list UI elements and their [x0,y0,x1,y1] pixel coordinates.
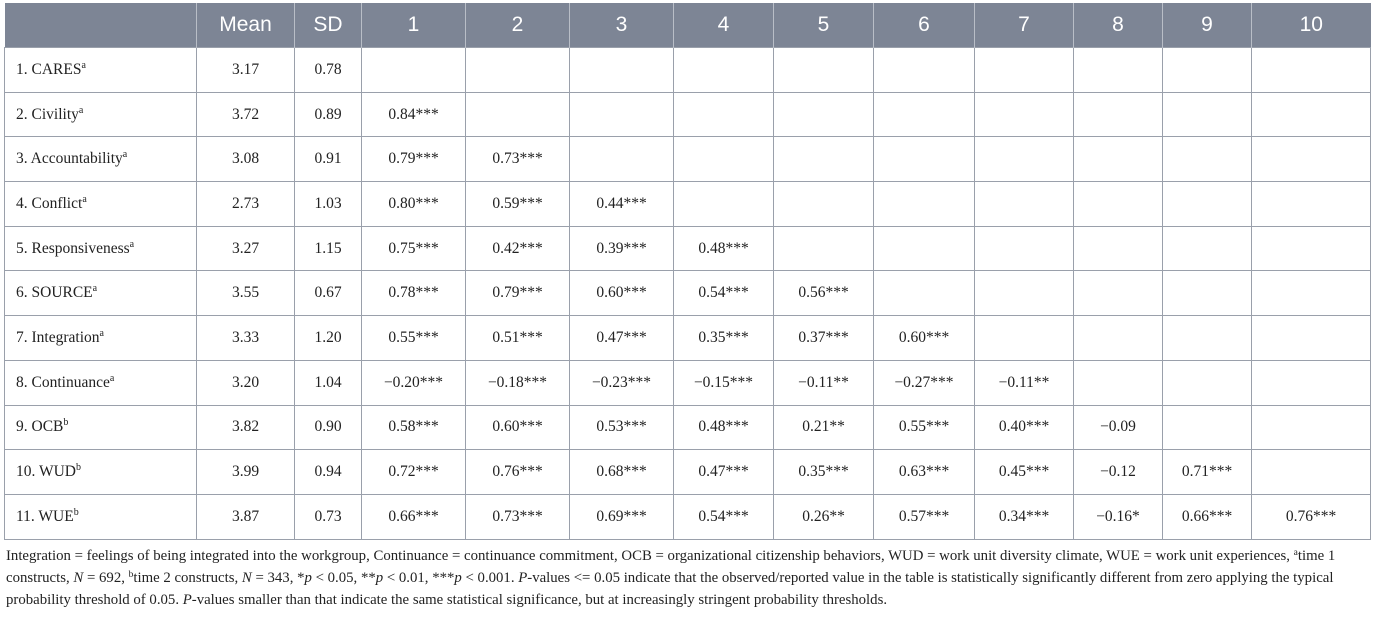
variable-name: 7. Integration [16,328,100,346]
correlation-cell: 0.60*** [466,405,570,450]
header-cell: 8 [1074,3,1163,48]
footnote-p2: p [375,569,384,586]
footnote-p1-value: < 0.05, ** [311,569,376,586]
correlation-cell: 0.79*** [362,137,466,182]
footnote-n2-label: N [241,569,252,586]
correlation-cell: 0.53*** [570,405,674,450]
header-cell: 6 [874,3,975,48]
correlation-cell: 0.60*** [570,271,674,316]
variable-time-marker: b [76,462,81,474]
correlation-cell [674,48,774,93]
correlation-cell: 0.44*** [570,182,674,227]
variable-time-marker: a [109,372,115,384]
correlation-cell: −0.15*** [674,360,774,405]
correlation-cell: −0.09 [1074,405,1163,450]
mean-cell: 3.33 [197,316,295,361]
sd-cell: 0.73 [295,494,362,539]
mean-cell: 3.17 [197,48,295,93]
correlation-cell [570,48,674,93]
footnote-time1: time 1 constructs, [6,547,1336,586]
correlation-cell: 0.35*** [674,316,774,361]
correlation-cell: 0.48*** [674,405,774,450]
header-cell: 4 [674,3,774,48]
correlation-cell [1074,226,1163,271]
correlation-cell: 0.40*** [975,405,1074,450]
correlation-cell: 0.60*** [874,316,975,361]
correlation-cell: −0.12 [1074,450,1163,495]
correlation-cell [1252,226,1371,271]
footnote-n1-label: N [73,569,84,586]
correlation-cell [874,92,975,137]
correlation-cell [774,48,874,93]
correlation-cell: 0.84*** [362,92,466,137]
correlation-cell [874,48,975,93]
correlation-cell: 0.75*** [362,226,466,271]
correlation-cell [1163,137,1252,182]
variable-name: 8. Continuance [16,373,110,391]
footnote-abbreviations: Integration = feelings of being integrated into the workgroup, Continuance = continuance commitment, OCB = organizational citizenship behaviors, WUD = work unit diversity climate, WUE = work unit experiences, [6,547,1294,564]
correlation-cell: −0.16* [1074,494,1163,539]
correlation-cell: 0.26** [774,494,874,539]
correlation-cell: 0.55*** [874,405,975,450]
table-row [5,182,1371,227]
correlation-cell [674,137,774,182]
correlation-table-container [4,3,1370,611]
correlation-cell [874,226,975,271]
row-label-cell [5,48,197,93]
correlation-cell: −0.23*** [570,360,674,405]
correlation-cell [1252,271,1371,316]
correlation-cell [774,92,874,137]
correlation-cell [1252,450,1371,495]
table-row [5,405,1371,450]
correlation-cell [774,182,874,227]
correlation-cell [1252,360,1371,405]
header-cell: 9 [1163,3,1252,48]
mean-cell: 3.82 [197,405,295,450]
row-label-cell [5,226,197,271]
row-label-cell [5,182,197,227]
variable-time-marker: a [78,104,84,116]
correlation-cell: 0.73*** [466,494,570,539]
sd-cell: 1.15 [295,226,362,271]
correlation-cell: 0.35*** [774,450,874,495]
correlation-cell: 0.76*** [1252,494,1371,539]
variable-time-marker: a [81,59,86,71]
variable-name: 11. WUE [16,507,74,525]
correlation-cell [1252,137,1371,182]
variable-time-marker: a [129,238,135,250]
sd-cell: 0.67 [295,271,362,316]
correlation-cell [1252,316,1371,361]
table-row [5,48,1371,93]
correlation-cell [1163,182,1252,227]
sd-cell: 0.91 [295,137,362,182]
correlation-cell: 0.37*** [774,316,874,361]
header-cell: 1 [362,3,466,48]
mean-cell: 3.72 [197,92,295,137]
correlation-table [4,3,1371,540]
correlation-cell: 0.73*** [466,137,570,182]
footnote-n1-value: = 692, [83,569,129,586]
variable-name: 3. Accountability [16,150,123,168]
mean-cell: 3.99 [197,450,295,495]
correlation-cell: 0.45*** [975,450,1074,495]
mean-cell: 2.73 [197,182,295,227]
correlation-cell: 0.59*** [466,182,570,227]
correlation-cell [1074,48,1163,93]
footnote-p3: p [454,569,462,586]
table-row [5,92,1371,137]
row-label-cell [5,360,197,405]
correlation-cell [774,137,874,182]
correlation-cell: 0.78*** [362,271,466,316]
correlation-cell [1252,182,1371,227]
table-footnote [4,545,1370,611]
variable-name: 10. WUD [16,463,76,481]
correlation-cell [774,226,874,271]
correlation-cell [570,92,674,137]
correlation-cell [1163,92,1252,137]
sd-cell: 1.04 [295,360,362,405]
footnote-sup-a: a [1293,547,1298,558]
correlation-cell: 0.34*** [975,494,1074,539]
correlation-cell: 0.66*** [1163,494,1252,539]
header-cell-blank [5,3,197,48]
correlation-cell: 0.69*** [570,494,674,539]
correlation-cell [1074,182,1163,227]
correlation-cell [874,271,975,316]
correlation-cell: 0.47*** [674,450,774,495]
header-cell: 7 [975,3,1074,48]
row-label-cell [5,137,197,182]
footnote-explanation-1: -values <= 0.05 indicate that the observed/reported value in the table is statistically significantly different from zero applying the typical probability threshold of 0.05. [6,569,1334,608]
sd-cell: 0.90 [295,405,362,450]
correlation-cell: 0.55*** [362,316,466,361]
correlation-cell [1163,360,1252,405]
header-cell: 10 [1252,3,1371,48]
correlation-cell: −0.20*** [362,360,466,405]
variable-name: 9. OCB [16,418,64,436]
table-row [5,494,1371,539]
correlation-cell: 0.66*** [362,494,466,539]
correlation-cell [975,316,1074,361]
correlation-cell: 0.57*** [874,494,975,539]
footnote-p3-value: < 0.001. [461,569,519,586]
variable-name: 5. Responsiveness [16,239,130,257]
mean-cell: 3.55 [197,271,295,316]
correlation-cell: 0.68*** [570,450,674,495]
correlation-cell: −0.18*** [466,360,570,405]
footnote-pvalue-2: P [182,591,192,608]
correlation-cell: 0.54*** [674,494,774,539]
correlation-cell [874,137,975,182]
correlation-cell [975,226,1074,271]
correlation-cell [975,182,1074,227]
correlation-cell [1163,316,1252,361]
mean-cell: 3.27 [197,226,295,271]
correlation-cell [975,92,1074,137]
footnote-explanation-2: -values smaller than that indicate the same statistical significance, but at increasingly stringent probability thresholds. [191,591,888,608]
correlation-cell: 0.42*** [466,226,570,271]
variable-name: 4. Conflict [16,194,83,212]
correlation-cell [1163,271,1252,316]
footnote-sup-b: b [128,569,134,580]
header-cell: 3 [570,3,674,48]
correlation-cell [975,137,1074,182]
correlation-cell [1252,92,1371,137]
correlation-cell [466,92,570,137]
correlation-cell: 0.48*** [674,226,774,271]
correlation-cell: 0.39*** [570,226,674,271]
correlation-cell [1074,137,1163,182]
variable-name: 2. Civility [16,105,79,123]
sd-cell: 0.78 [295,48,362,93]
footnote-time2: time 2 constructs, [133,569,242,586]
row-label-cell [5,450,197,495]
variable-time-marker: a [82,193,87,205]
footnote-p1: p [304,569,312,586]
correlation-cell: 0.21** [774,405,874,450]
correlation-cell: 0.47*** [570,316,674,361]
sd-cell: 0.89 [295,92,362,137]
correlation-cell [1074,92,1163,137]
correlation-cell [362,48,466,93]
table-row [5,450,1371,495]
header-cell: SD [295,3,362,48]
correlation-cell [674,182,774,227]
correlation-cell [975,48,1074,93]
table-row [5,226,1371,271]
correlation-cell: 0.56*** [774,271,874,316]
correlation-cell [975,271,1074,316]
table-row [5,360,1371,405]
row-label-cell [5,92,197,137]
row-label-cell [5,494,197,539]
correlation-cell: 0.80*** [362,182,466,227]
correlation-cell: 0.72*** [362,450,466,495]
header-cell: Mean [197,3,295,48]
variable-time-marker: a [122,149,128,161]
row-label-cell [5,316,197,361]
row-label-cell [5,271,197,316]
mean-cell: 3.08 [197,137,295,182]
variable-name: 1. CARES [16,60,82,78]
variable-time-marker: b [63,417,69,429]
correlation-cell: −0.11** [774,360,874,405]
mean-cell: 3.20 [197,360,295,405]
correlation-cell: 0.58*** [362,405,466,450]
correlation-cell: −0.27*** [874,360,975,405]
footnote-pvalue-1: P [518,569,528,586]
correlation-cell [1252,48,1371,93]
correlation-cell: 0.79*** [466,271,570,316]
variable-time-marker: a [99,327,104,339]
correlation-cell: 0.63*** [874,450,975,495]
sd-cell: 0.94 [295,450,362,495]
correlation-cell [570,137,674,182]
table-row [5,271,1371,316]
correlation-cell [874,182,975,227]
sd-cell: 1.20 [295,316,362,361]
table-row [5,316,1371,361]
variable-time-marker: b [73,506,79,518]
correlation-cell: 0.76*** [466,450,570,495]
header-cell: 2 [466,3,570,48]
footnote-n2-value: = 343, * [251,569,305,586]
correlation-cell: 0.54*** [674,271,774,316]
row-label-cell [5,405,197,450]
mean-cell: 3.87 [197,494,295,539]
header-cell: 5 [774,3,874,48]
correlation-cell: 0.71*** [1163,450,1252,495]
correlation-cell [674,92,774,137]
footnote-p2-value: < 0.01, *** [383,569,455,586]
correlation-cell [1074,316,1163,361]
correlation-cell [1074,360,1163,405]
table-row [5,137,1371,182]
correlation-cell [1163,48,1252,93]
correlation-cell: 0.51*** [466,316,570,361]
correlation-cell [466,48,570,93]
correlation-cell [1252,405,1371,450]
sd-cell: 1.03 [295,182,362,227]
variable-time-marker: a [92,283,98,295]
correlation-cell [1163,405,1252,450]
correlation-cell [1163,226,1252,271]
correlation-cell [1074,271,1163,316]
table-header-row [5,3,1371,48]
correlation-cell: −0.11** [975,360,1074,405]
variable-name: 6. SOURCE [16,284,93,302]
